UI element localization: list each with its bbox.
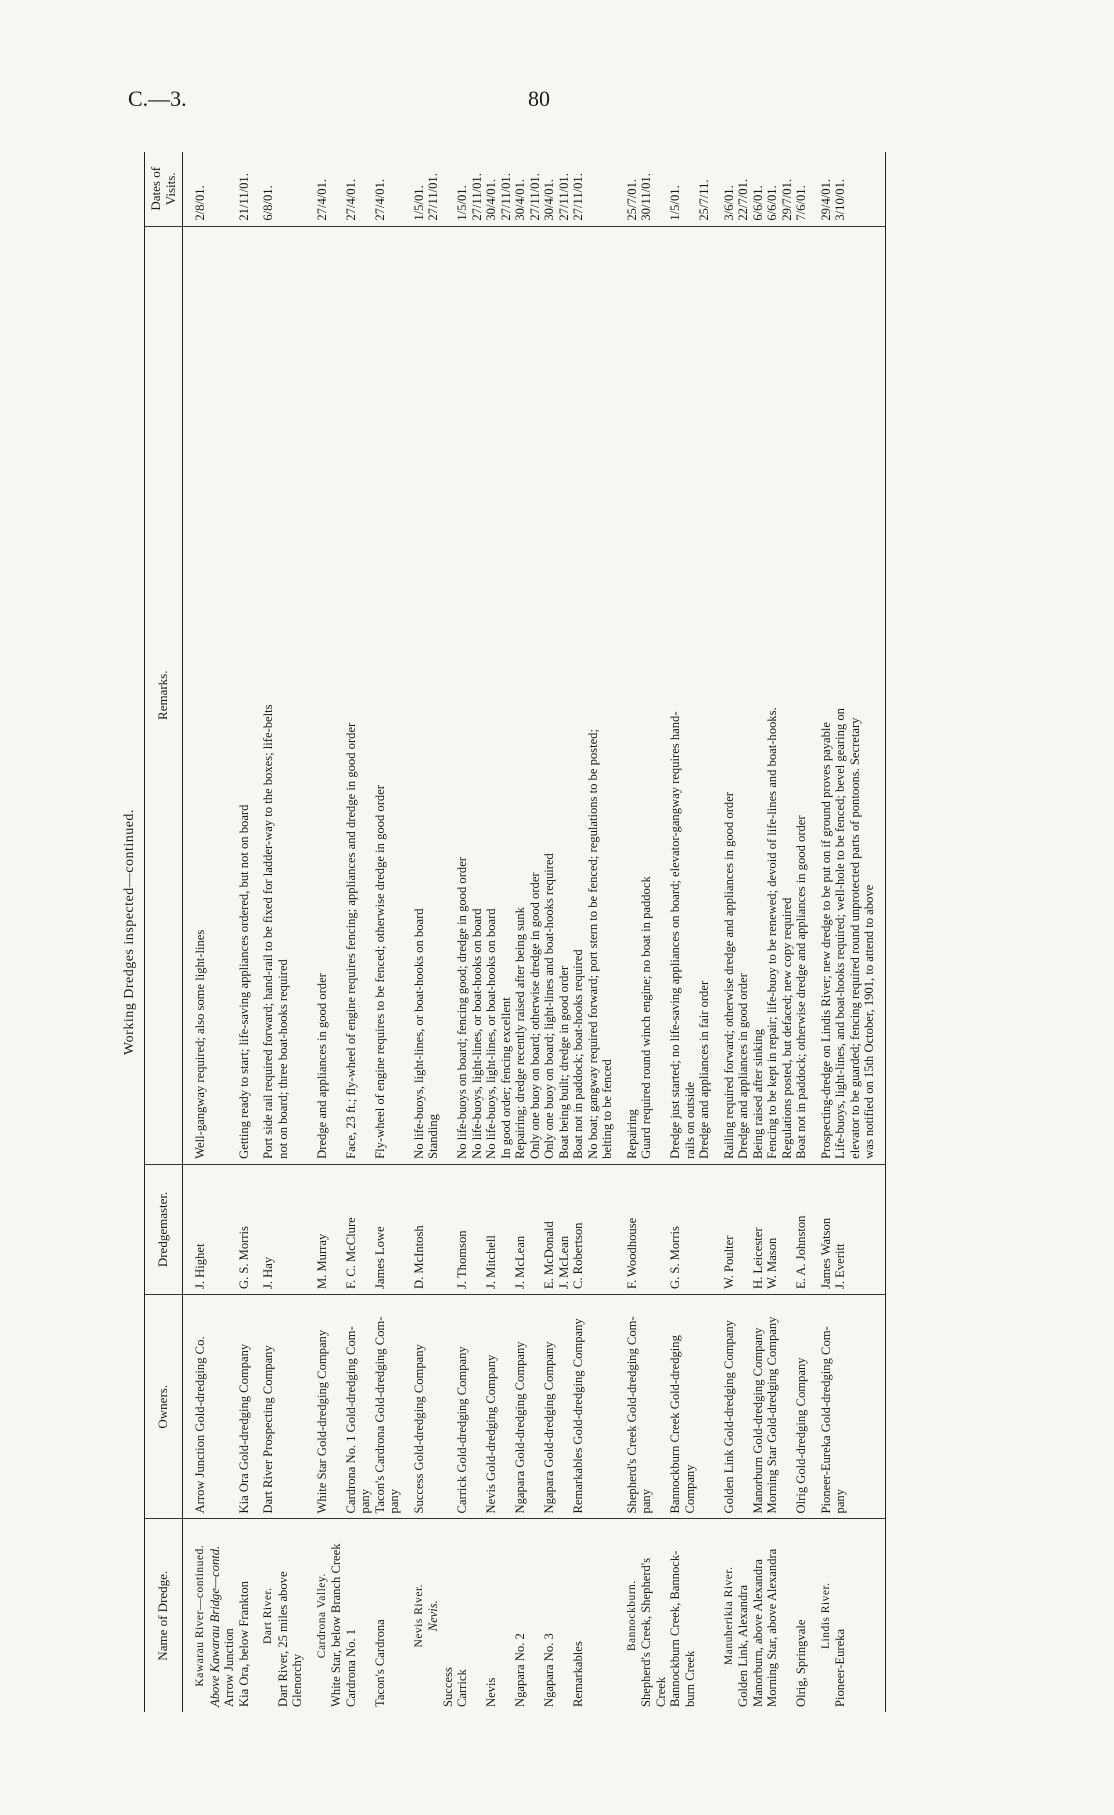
remarks-line: Guard required round winch engine; no boat in paddock xyxy=(639,876,653,1159)
dates-cell xyxy=(712,152,751,226)
column-header-dates: Dates of Visits. xyxy=(145,152,183,226)
locality-subheading: Above Kawarau Bridge—contd. xyxy=(207,1545,222,1707)
dates-cell xyxy=(751,152,795,226)
remarks-cell xyxy=(751,226,795,1164)
dredge-name-line: Golden Link, Alexandra xyxy=(736,1584,750,1707)
date-line: 3/6/01. xyxy=(721,185,736,221)
owner-cell xyxy=(344,1295,373,1519)
dredgemaster-cell xyxy=(794,1164,809,1294)
owner-line: Remarkables Gold-dredging Company xyxy=(571,1318,585,1514)
owner-line: Shepherd's Creek Gold-dredging Com- xyxy=(624,1316,639,1514)
owner-cell xyxy=(542,1295,571,1519)
owner-cell xyxy=(794,1295,809,1519)
remarks-cell xyxy=(237,226,252,1164)
dredge-name-line: Shepherd's Creek, Shepherd's xyxy=(639,1558,653,1707)
header-row xyxy=(145,152,183,1712)
dredgemaster-line: D. McIntosh xyxy=(411,1225,426,1290)
owner-cell xyxy=(712,1295,751,1519)
date-line: 27/11/01. xyxy=(426,173,440,221)
dredgemaster-cell xyxy=(484,1164,513,1294)
remarks-line: Boat being built; dredge in good order xyxy=(556,965,571,1159)
dredgemaster-cell xyxy=(513,1164,542,1294)
owner-line: Manorburn Gold-dredging Company xyxy=(750,1327,765,1514)
dredgemaster-line: J. Everitt xyxy=(833,1243,847,1290)
remarks-cell xyxy=(373,226,402,1164)
dredgemaster-line: H. Leicester xyxy=(750,1227,765,1290)
dredgemaster-line: James Watson xyxy=(818,1217,833,1290)
dredge-name-cell xyxy=(712,1519,751,1712)
dredge-name-cell xyxy=(668,1519,712,1712)
owner-line: pany xyxy=(639,1488,653,1514)
owner-line: Ngapara Gold-dredging Company xyxy=(542,1341,556,1514)
dredge-name-cell xyxy=(344,1519,373,1712)
dredgemaster-cell xyxy=(809,1164,886,1294)
dredgemaster-cell xyxy=(455,1164,484,1294)
dates-cell xyxy=(615,152,669,226)
remarks-line: Port side rail required forward; hand-rail to be fixed for ladder-way to the boxes; life-belts xyxy=(261,704,275,1159)
dredgemaster-line: G. S. Morris xyxy=(236,1226,251,1290)
remarks-line: Only one buoy on board; otherwise dredge in good order xyxy=(527,872,542,1159)
date-line: 29/4/01. xyxy=(818,178,833,221)
remarks-line: not on board; three boat-hooks required xyxy=(275,959,290,1159)
dredgemaster-line: J. McLean xyxy=(513,1235,527,1290)
owner-cell xyxy=(251,1295,305,1519)
owner-line: Morning Star Gold-dredging Company xyxy=(765,1316,779,1514)
date-line: 27/4/01. xyxy=(314,178,329,221)
date-line: 30/4/01. xyxy=(542,178,556,221)
date-line: 27/4/01. xyxy=(372,178,387,221)
dredge-name-cell xyxy=(305,1519,344,1712)
dredgemaster-cell xyxy=(668,1164,712,1294)
dredge-name-line: White Star, below Branch Creek xyxy=(329,1543,343,1707)
remarks-line: Dredge and appliances in good order xyxy=(736,973,750,1159)
remarks-line: Getting ready to start; life-saving appliances ordered, but not on board xyxy=(236,804,251,1159)
owner-line: Bannockburn Creek Gold-dredging xyxy=(668,1335,682,1514)
river-heading: Cardrona Valley. xyxy=(315,1573,328,1659)
dredgemaster-line: J. Highet xyxy=(193,1243,207,1290)
dredgemaster-cell xyxy=(251,1164,305,1294)
remarks-cell xyxy=(615,226,669,1164)
date-line: 21/11/01. xyxy=(236,173,251,221)
owner-line: Dart River Prospecting Company xyxy=(261,1345,275,1514)
table-title: Working Dredges inspected—continued. xyxy=(122,809,137,1055)
dredgemaster-cell xyxy=(542,1164,571,1294)
date-line: 2/8/01. xyxy=(193,185,207,221)
remarks-line: belting to be fenced xyxy=(600,1059,614,1159)
owner-cell xyxy=(751,1295,795,1519)
table-body xyxy=(183,152,886,1712)
owner-cell xyxy=(484,1295,513,1519)
dredgemaster-line: E. A. Johnston xyxy=(794,1215,808,1290)
date-line: 1/5/01. xyxy=(668,185,682,221)
dredge-name-line: Kia Ora, below Frankton xyxy=(236,1581,251,1707)
owner-cell xyxy=(183,1295,237,1519)
dates-cell xyxy=(455,152,484,226)
dates-cell xyxy=(484,152,513,226)
remarks-cell xyxy=(344,226,373,1164)
remarks-line: No life-buoys, light-lines, or boat-hooks on board xyxy=(484,908,498,1159)
owner-cell xyxy=(237,1295,252,1519)
dredgemaster-cell xyxy=(373,1164,402,1294)
table-row xyxy=(373,152,402,1712)
dredgemaster-line: W. Poulter xyxy=(721,1235,736,1290)
remarks-line: Standing xyxy=(426,1114,440,1159)
dredge-name-line: Dart River, 25 miles above xyxy=(275,1571,290,1707)
remarks-cell xyxy=(668,226,712,1164)
date-line: 1/5/01. xyxy=(411,185,426,221)
dredge-name-line: Success xyxy=(440,1667,455,1707)
remarks-line: Life-buoys, light-lines, and boat-hooks required; well-hole to be fenced; bevel gearing on xyxy=(833,708,847,1159)
dredge-name-line: Cardrona No. 1 xyxy=(343,1629,358,1707)
date-line: 25/7/01. xyxy=(624,178,639,221)
dredge-name-cell xyxy=(484,1519,513,1712)
dates-cell xyxy=(809,152,886,226)
dredge-name-cell xyxy=(751,1519,795,1712)
owner-line: Cardrona No. 1 Gold-dredging Com- xyxy=(343,1326,358,1514)
dates-cell xyxy=(402,152,456,226)
owner-line: pany xyxy=(387,1488,401,1514)
dredge-name-line: Arrow Junction xyxy=(222,1628,236,1707)
owner-line: Carrick Gold-dredging Company xyxy=(455,1346,469,1514)
remarks-line: No life-buoys on board; fencing good; dredge in good order xyxy=(455,857,469,1159)
owner-line: Nevis Gold-dredging Company xyxy=(484,1354,498,1514)
remarks-cell xyxy=(542,226,571,1164)
remarks-line: Being raised after sinking xyxy=(750,1029,765,1159)
dredgemaster-cell xyxy=(237,1164,252,1294)
dredge-name-line: Carrick xyxy=(455,1669,469,1707)
remarks-line: Dredge just started; no life-saving appliances on board; elevator-gangway requires hand- xyxy=(668,711,682,1159)
dredge-name-line: Remarkables xyxy=(571,1641,585,1707)
date-line: 27/11/01. xyxy=(469,173,484,221)
remarks-line: Dredge and appliances in good order xyxy=(314,973,329,1159)
dates-cell xyxy=(183,152,237,226)
dates-cell xyxy=(668,152,712,226)
remarks-line: No boat; gangway required forward; port stern to be fenced; regulations to be posted; xyxy=(585,729,600,1159)
dredge-name-cell xyxy=(809,1519,886,1712)
owner-line: Kia Ora Gold-dredging Company xyxy=(236,1343,251,1514)
owner-cell xyxy=(571,1295,615,1519)
dredgemaster-cell xyxy=(183,1164,237,1294)
dredgemaster-line: J. Hay xyxy=(261,1256,275,1290)
owner-line: Success Gold-dredging Company xyxy=(411,1344,426,1514)
table-row xyxy=(455,152,484,1712)
dredge-name-cell xyxy=(542,1519,571,1712)
remarks-line: No life-buoys, light-lines, or boat-hooks on board xyxy=(411,908,426,1159)
table-row xyxy=(484,152,513,1712)
dredgemaster-cell xyxy=(712,1164,751,1294)
river-heading: Nevis River. xyxy=(412,1583,425,1648)
column-header-remarks: Remarks. xyxy=(145,226,183,1164)
owner-line: Arrow Junction Gold-dredging Co. xyxy=(193,1336,207,1514)
table-row xyxy=(344,152,373,1712)
owner-cell xyxy=(305,1295,344,1519)
dates-cell xyxy=(305,152,344,226)
date-line: 3/10/01. xyxy=(833,178,847,221)
dredgemaster-line: F. C. McClure xyxy=(343,1217,358,1290)
dredge-name-cell xyxy=(794,1519,809,1712)
remarks-line: rails on outside xyxy=(682,1081,697,1159)
remarks-cell xyxy=(809,226,886,1164)
owner-line: Golden Link Gold-dredging Company xyxy=(721,1320,736,1514)
dredgemaster-cell xyxy=(402,1164,456,1294)
dredgemaster-cell xyxy=(571,1164,615,1294)
dredge-name-cell xyxy=(615,1519,669,1712)
dredgemaster-line: James Lowe xyxy=(372,1226,387,1290)
dredge-name-cell xyxy=(373,1519,402,1712)
date-line: 27/4/01. xyxy=(343,178,358,221)
dredge-name-cell xyxy=(513,1519,542,1712)
dredgemaster-cell xyxy=(344,1164,373,1294)
remarks-cell xyxy=(402,226,456,1164)
remarks-line: Regulations posted, but defaced; new copy required xyxy=(779,897,794,1159)
date-line: 27/11/01. xyxy=(527,173,542,221)
date-line: 6/8/01. xyxy=(261,185,275,221)
table-row xyxy=(668,152,712,1712)
remarks-line: Face, 23 ft.; fly-wheel of engine requires fencing; appliances and dredge in good order xyxy=(343,722,358,1159)
owner-line: White Star Gold-dredging Company xyxy=(314,1329,329,1514)
dredge-name-line: Morning Star, above Alexandra xyxy=(765,1548,779,1707)
dredge-name-cell xyxy=(455,1519,484,1712)
dredge-name-cell xyxy=(402,1519,456,1712)
remarks-line: In good order; fencing excellent xyxy=(498,997,513,1159)
owner-line: pany xyxy=(358,1488,372,1514)
dredgemaster-cell xyxy=(305,1164,344,1294)
remarks-line: Repairing xyxy=(624,1109,639,1159)
remarks-line: No life-buoys, light-lines, or boat-hooks on board xyxy=(469,908,484,1159)
date-line: 27/11/01. xyxy=(498,173,513,221)
date-line: 22/7/01. xyxy=(736,178,750,221)
dates-cell xyxy=(513,152,542,226)
remarks-cell xyxy=(251,226,305,1164)
table-row xyxy=(571,152,615,1712)
remarks-line: Fencing to be kept in repair; life-buoy to be renewed; devoid of life-lines and boat-hooks. xyxy=(765,707,779,1159)
date-line: 6/6/01. xyxy=(750,185,765,221)
dredgemaster-line: G. S. Morris xyxy=(668,1226,682,1290)
dredge-name-line: Manorburn, above Alexandra xyxy=(750,1559,765,1707)
remarks-cell xyxy=(794,226,809,1164)
date-line xyxy=(683,157,698,221)
river-heading: Dart River. xyxy=(262,1587,274,1645)
remarks-line: Fly-wheel of engine requires to be fenced; otherwise dredge in good order xyxy=(372,785,387,1159)
date-line: 30/4/01. xyxy=(513,178,527,221)
remarks-line: Railing required forward; otherwise dredge and appliances in good order xyxy=(721,792,736,1159)
table-row xyxy=(794,152,809,1712)
owner-cell xyxy=(615,1295,669,1519)
date-line: 30/11/01. xyxy=(639,173,653,221)
remarks-cell xyxy=(484,226,513,1164)
table-row xyxy=(712,152,751,1712)
river-heading: Bannockburn. xyxy=(625,1580,638,1652)
remarks-line: Boat not in paddock; boat-hooks required xyxy=(571,949,585,1159)
table-row xyxy=(513,152,542,1712)
dates-cell xyxy=(794,152,809,226)
owner-line: Ngapara Gold-dredging Company xyxy=(513,1341,527,1514)
dates-cell xyxy=(251,152,305,226)
dredgemaster-cell xyxy=(615,1164,669,1294)
date-line: 29/7/01. xyxy=(779,178,794,221)
remarks-cell xyxy=(305,226,344,1164)
date-line: 7/6/01. xyxy=(794,185,808,221)
dredge-name-line: burn Creek xyxy=(682,1650,697,1707)
remarks-cell xyxy=(571,226,615,1164)
date-line: 30/4/01. xyxy=(484,178,498,221)
table-row xyxy=(542,152,571,1712)
remarks-cell xyxy=(513,226,542,1164)
dredgemaster-line: M. Murray xyxy=(314,1233,329,1290)
table-row xyxy=(251,152,305,1712)
date-line: 27/11/01. xyxy=(571,173,585,221)
owner-cell xyxy=(402,1295,456,1519)
owner-cell xyxy=(373,1295,402,1519)
remarks-line: was notified on 15th October, 1901, to attend to above xyxy=(862,884,876,1159)
remarks-line: Boat not in paddock; otherwise dredge and appliances in good order xyxy=(794,815,808,1159)
remarks-line: elevator to be guarded; fencing required round unprotected parts of pontoons. Secretary xyxy=(847,717,862,1159)
date-line: 27/11/01. xyxy=(556,173,571,221)
dredgemaster-line: C. Robertson xyxy=(571,1222,585,1290)
dredge-name-line: Glenorchy xyxy=(290,1653,304,1707)
date-line: 6/6/01. xyxy=(765,185,779,221)
owner-cell xyxy=(809,1295,886,1519)
dates-cell xyxy=(237,152,252,226)
dredge-name-line: Tacon's Cardrona xyxy=(372,1619,387,1707)
table-row xyxy=(305,152,344,1712)
remarks-line: Only one buoy on board; light-lines and boat-hooks required xyxy=(542,853,556,1159)
table-row xyxy=(809,152,886,1712)
dredge-name-cell xyxy=(251,1519,305,1712)
river-heading: Manuherikia River. xyxy=(722,1566,735,1665)
dredge-name-cell xyxy=(571,1519,615,1712)
remarks-cell xyxy=(712,226,751,1164)
dredgemaster-cell xyxy=(751,1164,795,1294)
dredgemaster-line: W. Mason xyxy=(765,1237,779,1290)
dredgemaster-line: F. Woodhouse xyxy=(624,1217,639,1290)
dates-cell xyxy=(373,152,402,226)
dredgemaster-line: J. Mitchell xyxy=(484,1235,498,1290)
page-reference: C.—3. xyxy=(128,86,187,111)
river-heading: Lindis River. xyxy=(819,1582,832,1650)
date-line: 1/5/01. xyxy=(455,185,469,221)
rotated-table-container xyxy=(120,152,980,1712)
dredgemaster-line: E. McDonald xyxy=(542,1221,556,1290)
dates-cell xyxy=(344,152,373,226)
dredges-table xyxy=(144,152,886,1712)
column-header-name: Name of Dredge. xyxy=(145,1519,183,1712)
dredge-name-line: Olrig, Springvale xyxy=(794,1619,808,1707)
dredge-name-line: Nevis xyxy=(484,1677,498,1707)
dredge-name-line: Ngapara No. 3 xyxy=(542,1633,556,1707)
date-line: 25/7/11. xyxy=(697,179,711,221)
remarks-line: Prospecting-dredge on Lindis River; new dredge to be put on if ground proves payable xyxy=(818,722,833,1159)
dredgemaster-line: J. McLean xyxy=(556,1235,571,1290)
dates-cell xyxy=(571,152,615,226)
dredge-name-cell xyxy=(183,1519,237,1712)
owner-line: Olrig Gold-dredging Company xyxy=(794,1357,808,1514)
page-number: 80 xyxy=(528,86,550,111)
remarks-cell xyxy=(455,226,484,1164)
dredge-name-line: Bannockburn Creek, Bannock- xyxy=(668,1550,682,1707)
table-row xyxy=(237,152,252,1712)
remarks-line: Repairing; dredge recently raised after being sunk xyxy=(513,907,527,1159)
dates-cell xyxy=(542,152,571,226)
owner-cell xyxy=(455,1295,484,1519)
dredge-name-line: Creek xyxy=(653,1676,668,1707)
river-heading: Kawarau River—continued. xyxy=(194,1544,206,1687)
dredgemaster-line: J. Thomson xyxy=(455,1230,469,1290)
remarks-line: Well-gangway required; also some light-lines xyxy=(193,929,207,1159)
owner-cell xyxy=(668,1295,712,1519)
owner-line: pany xyxy=(833,1488,847,1514)
table-row xyxy=(751,152,795,1712)
column-header-owners: Owners. xyxy=(145,1295,183,1519)
owner-line: Tacon's Cardrona Gold-dredging Com- xyxy=(372,1316,387,1514)
dredge-name-line: Pioneer-Eureka xyxy=(833,1628,847,1707)
owner-line: Company xyxy=(682,1464,697,1514)
remarks-cell xyxy=(183,226,237,1164)
table-row xyxy=(183,152,237,1712)
owner-cell xyxy=(513,1295,542,1519)
column-header-dredgemaster: Dredgemaster. xyxy=(145,1164,183,1294)
dredge-name-cell xyxy=(237,1519,252,1712)
table-row xyxy=(402,152,456,1712)
dredge-name-line: Ngapara No. 2 xyxy=(513,1633,527,1707)
remarks-line: Dredge and appliances in fair order xyxy=(697,980,711,1159)
locality-subheading: Nevis. xyxy=(426,1600,440,1632)
owner-line: Pioneer-Eureka Gold-dredging Com- xyxy=(818,1326,833,1514)
table-row xyxy=(615,152,669,1712)
